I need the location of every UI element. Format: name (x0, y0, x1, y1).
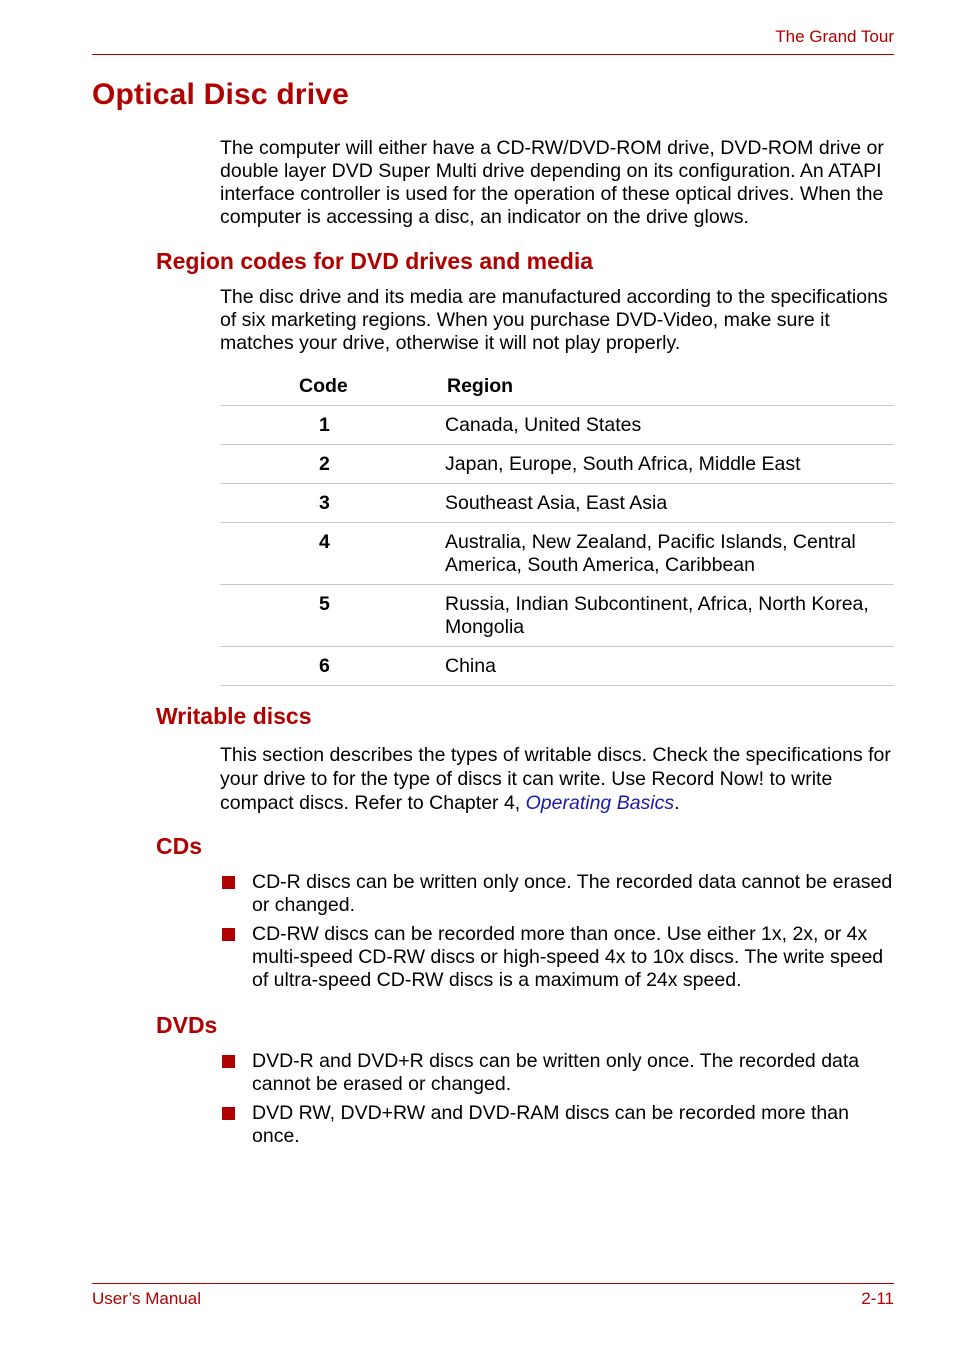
region-name: China (445, 655, 496, 677)
square-bullet-icon (222, 876, 235, 889)
cds-heading: CDs (156, 833, 203, 859)
region-code: 2 (319, 453, 330, 475)
region-codes-table (220, 375, 894, 686)
running-header: The Grand Tour (775, 27, 894, 46)
region-column-header: Region (447, 375, 514, 397)
code-column-header: Code (299, 375, 348, 397)
region-name: Southeast Asia, East Asia (445, 492, 668, 514)
list-item-text: CD-RW discs can be recorded more than once. Use either 1x, 2x, or 4x multi-speed CD-RW discs or high-speed 4x to 10x discs. The write speed of ultra-speed CD-RW discs is a maximum of 24x speed. (252, 923, 884, 991)
table-row (220, 522, 894, 584)
table-row (220, 405, 894, 444)
region-codes-paragraph: The disc drive and its media are manufactured according to the specifications of six marketing regions. When you purchase DVD-Video, make sure it matches your drive, otherwise it will not play properly. (220, 286, 888, 354)
table-row (220, 483, 894, 522)
writable-text-end: . (674, 792, 680, 814)
region-codes-heading: Region codes for DVD drives and media (156, 248, 594, 274)
page-number: 2-11 (861, 1289, 894, 1308)
writable-discs-paragraph (220, 743, 900, 815)
list-item-text: CD-R discs can be written only once. The recorded data cannot be erased or changed. (252, 871, 893, 916)
header-rule (92, 54, 894, 55)
operating-basics-link[interactable]: Operating Basics (525, 792, 675, 814)
region-name: Canada, United States (445, 414, 642, 436)
table-row (220, 646, 894, 686)
square-bullet-icon (222, 1055, 235, 1068)
dvds-list (220, 1050, 900, 1154)
region-name: Russia, Indian Subcontinent, Africa, North Korea, Mongolia (445, 593, 869, 638)
list-item (220, 1050, 900, 1096)
table-row (220, 584, 894, 646)
region-code: 3 (319, 492, 330, 514)
writable-text: This section describes the types of writable discs. Check the specifications for your drive to for the type of discs it can write. Use Record Now! to write compact discs. Refer to Chapter 4, (220, 744, 891, 814)
footer-rule (92, 1283, 894, 1284)
list-item (220, 1102, 900, 1148)
table-header (220, 375, 894, 405)
region-code: 6 (319, 655, 330, 677)
page-title: Optical Disc drive (92, 78, 350, 111)
intro-paragraph: The computer will either have a CD-RW/DVD-ROM drive, DVD-ROM drive or double layer DVD Super Multi drive depending on its configuration. An ATAPI interface controller is used for the operation of these optical drives. When the computer is accessing a disc, an indicator on the drive glows. (220, 137, 884, 228)
list-item-text: DVD-R and DVD+R discs can be written only once. The recorded data cannot be erased or changed. (252, 1050, 860, 1095)
region-code: 5 (319, 593, 330, 615)
table-row (220, 444, 894, 483)
region-name: Australia, New Zealand, Pacific Islands, Central America, South America, Caribbean (445, 531, 856, 576)
list-item (220, 871, 900, 917)
region-code: 4 (319, 531, 330, 553)
square-bullet-icon (222, 928, 235, 941)
list-item (220, 923, 900, 992)
region-code: 1 (319, 414, 330, 436)
dvds-heading: DVDs (156, 1012, 218, 1038)
square-bullet-icon (222, 1107, 235, 1120)
footer-manual-label: User’s Manual (92, 1289, 201, 1308)
region-name: Japan, Europe, South Africa, Middle East (445, 453, 801, 475)
list-item-text: DVD RW, DVD+RW and DVD-RAM discs can be recorded more than once. (252, 1102, 849, 1147)
cds-list (220, 871, 900, 998)
writable-discs-heading: Writable discs (156, 703, 312, 729)
